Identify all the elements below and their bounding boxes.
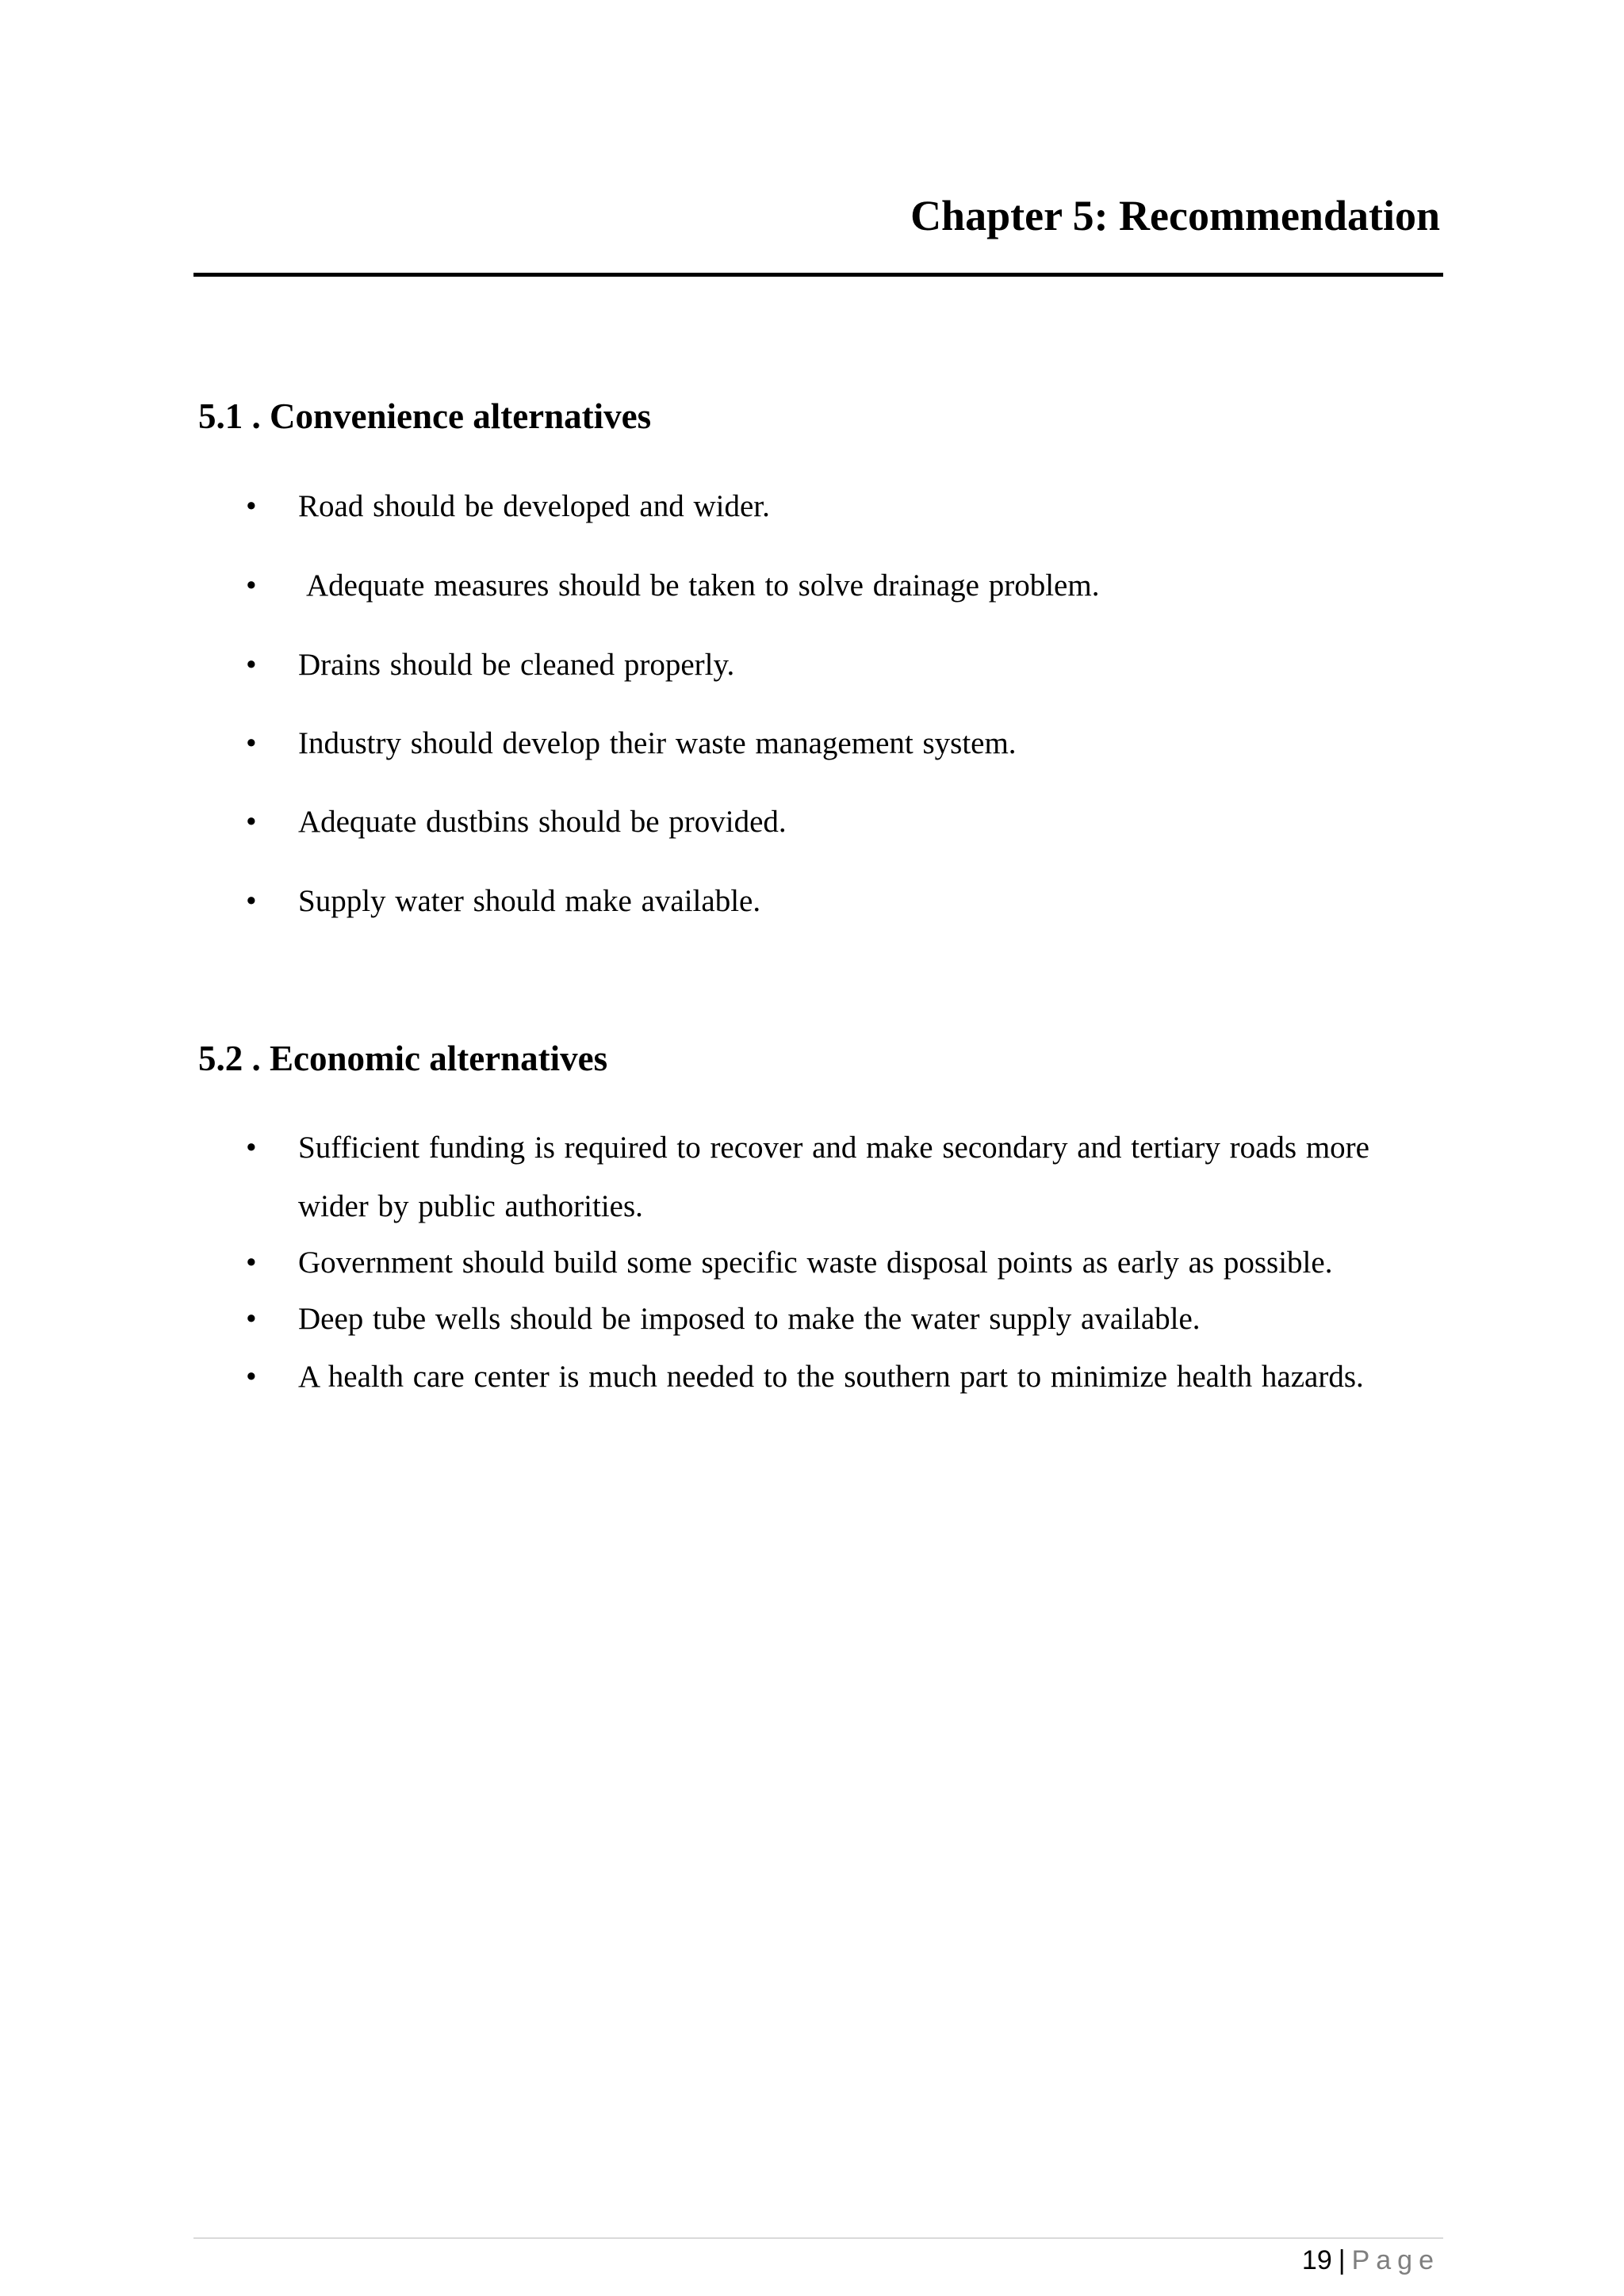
- bullet-icon: •: [246, 648, 257, 682]
- page-label: Page: [1351, 2245, 1440, 2275]
- page-footer: [1302, 2242, 1440, 2280]
- chapter-title-rule: [193, 273, 1443, 277]
- list-item-text: A health care center is much needed to the southern part to minimize health hazards.: [298, 1360, 1364, 1394]
- page-separator: |: [1338, 2245, 1346, 2275]
- list-item-text: Deep tube wells should be imposed to make the water supply available.: [298, 1302, 1201, 1336]
- bullet-icon: •: [246, 1360, 257, 1394]
- bullet-icon: •: [246, 568, 257, 603]
- bullet-icon: •: [246, 805, 257, 839]
- list-item-text: Adequate measures should be taken to solve drainage problem.: [306, 568, 1100, 603]
- bullet-icon: •: [246, 1246, 257, 1280]
- bullet-icon: •: [246, 489, 257, 523]
- chapter-title: Chapter 5: Recommendation: [910, 192, 1440, 239]
- bullet-icon: •: [246, 1131, 257, 1165]
- section-heading-economic: 5.2 . Economic alternatives: [198, 1039, 608, 1078]
- bullet-icon: •: [246, 1302, 257, 1336]
- list-item-text: Sufficient funding is required to recover and make secondary and tertiary roads more wider by public authorities.: [298, 1131, 1369, 1223]
- bullet-icon: •: [246, 884, 257, 918]
- page-number: 19: [1301, 2245, 1332, 2275]
- bullet-icon: •: [246, 726, 257, 760]
- list-item-text: Drains should be cleaned properly.: [298, 648, 735, 682]
- list-item-text: Industry should develop their waste management system.: [298, 726, 1017, 760]
- list-item-text: Adequate dustbins should be provided.: [298, 805, 787, 839]
- list-item-text: Supply water should make available.: [298, 884, 761, 918]
- list-item-text: Government should build some specific waste disposal points as early as possible.: [298, 1246, 1333, 1280]
- list-item-text: Road should be developed and wider.: [298, 489, 770, 523]
- section-heading-convenience: 5.1 . Convenience alternatives: [198, 396, 652, 436]
- footer-rule: [193, 2237, 1443, 2239]
